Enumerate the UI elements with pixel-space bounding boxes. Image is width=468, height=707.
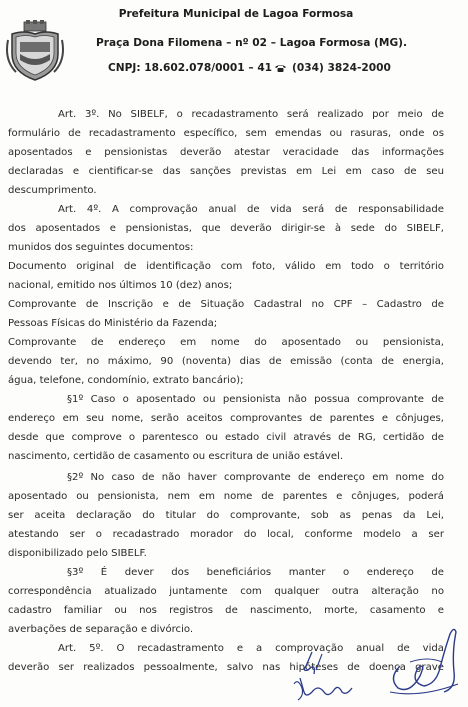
phone-number: (034) 3824-2000 — [292, 62, 391, 74]
header-address: Praça Dona Filomena – nº 02 – Lagoa Formosa (MG). — [96, 37, 407, 49]
text-line: Pessoas Físicas do Ministério da Fazenda; — [8, 318, 218, 329]
text-line: aposentado ou pensionista, nem em nome de parentes e cônjuges, poderá — [8, 491, 444, 502]
text-line: endereço em seu nome, serão aceitos comprovantes de parentes e cônjuges, — [8, 413, 444, 424]
text-line: desde que comprove o parentesco ou estado civil através de RG, certidão de — [8, 432, 444, 443]
header-title: Prefeitura Municipal de Lagoa Formosa — [118, 8, 354, 20]
text-line: aposentados e pensionistas deverão atestar veracidade das informações — [8, 147, 444, 158]
text-line: descumprimento. — [8, 185, 97, 196]
text-line: água, telefone, condomínio, extrato bancário); — [8, 375, 244, 386]
text-line: averbações de separação e divórcio. — [8, 624, 194, 635]
header-cnpj: CNPJ: 18.602.078/0001 – 41 — [108, 62, 273, 74]
text-line: Comprovante de Inscrição e de Situação Cadastral no CPF – Cadastro de — [8, 299, 444, 310]
text-line: ser aceita declaração do titular do comprovante, sob as penas da Lei, — [8, 510, 444, 521]
text-line: declaradas e cientificar-se das sanções previstas em Lei em caso de seu — [8, 166, 444, 177]
text-line: cadastro familiar ou nos registros de nascimento, morte, casamento e — [8, 605, 444, 616]
text-line: deverão ser realizados pessoalmente, salvo nas hipóteses de doença grave — [8, 662, 444, 673]
text-line: nacional, emitido nos últimos 10 (dez) anos; — [8, 280, 233, 291]
text-line: Art. 4º. A comprovação anual de vida será de responsabilidade — [58, 204, 444, 215]
header-phone — [275, 62, 391, 74]
municipal-crest-icon — [6, 20, 64, 82]
handwritten-signature-icon — [380, 622, 466, 704]
text-line: Art. 5º. O recadastramento e a comprovação anual de vida — [58, 643, 444, 654]
text-line: §3º É dever dos beneficiários manter o endereço de — [67, 567, 444, 578]
handwritten-signature-icon — [272, 648, 368, 706]
text-line: Art. 3º. No SIBELF, o recadastramento será realizado por meio de — [58, 109, 444, 120]
text-line: munidos dos seguintes documentos: — [8, 242, 194, 253]
text-line: atestando ser o recadastrado morador do local, conforme modelo a ser — [8, 529, 444, 540]
text-line: disponibilizado pelo SIBELF. — [8, 548, 147, 559]
text-line: dos aposentados e pensionistas, que deverão dirigir-se à sede do SIBELF, — [8, 223, 444, 234]
telephone-icon — [275, 64, 286, 72]
text-line: nascimento, certidão de casamento ou escritura de união estável. — [8, 451, 344, 462]
text-line: Documento original de identificação com foto, válido em todo o território — [8, 261, 444, 272]
text-line: devendo ter, no máximo, 90 (noventa) dias de emissão (conta de energia, — [8, 356, 444, 367]
text-line: Comprovante de endereço em nome do aposentado ou pensionista, — [8, 337, 444, 348]
text-line: §1º Caso o aposentado ou pensionista não possua comprovante de — [67, 394, 444, 405]
text-line: correspondência atualizado juntamente com qualquer outra alteração no — [8, 586, 444, 597]
text-line: §2º No caso de não haver comprovante de endereço em nome do — [67, 472, 444, 483]
text-line: formulário de recadastramento específico, sem emendas ou rasuras, onde os — [8, 128, 444, 139]
